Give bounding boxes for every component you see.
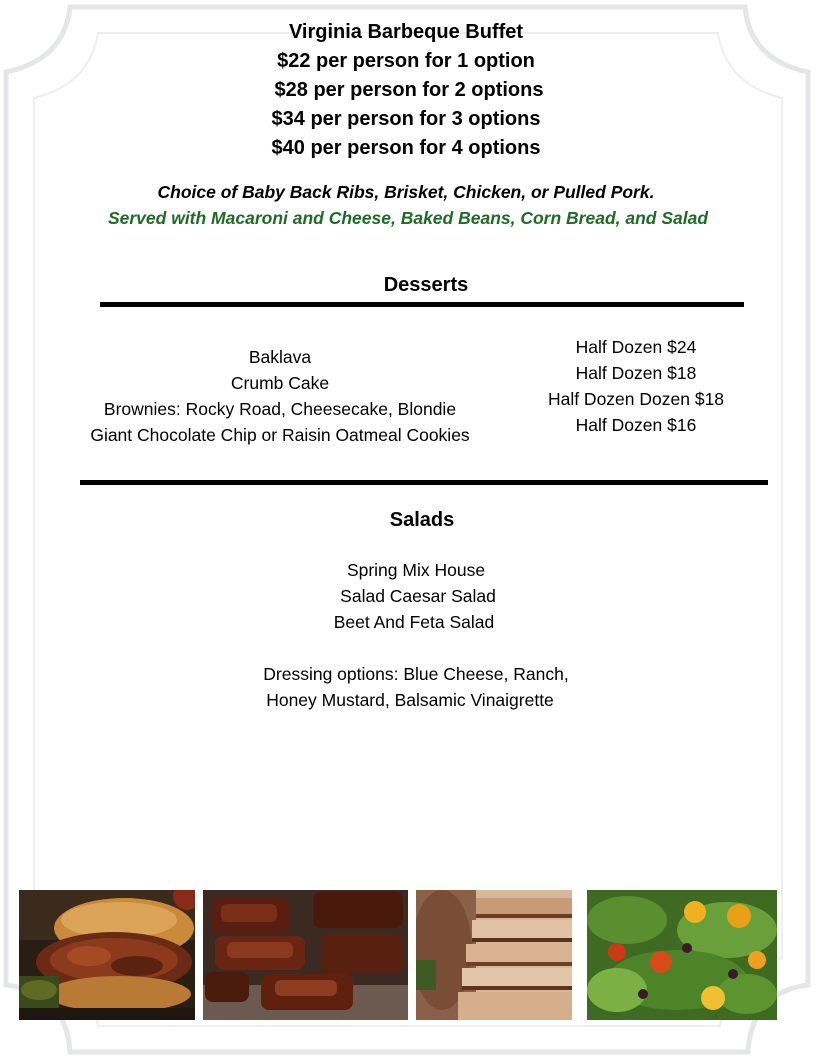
dessert-price: Half Dozen $18 — [575, 363, 697, 383]
dessert-price: Half Dozen $24 — [575, 337, 697, 357]
price-line: $28 per person for 2 options — [274, 79, 544, 101]
section-divider — [100, 302, 744, 307]
served-with-line: Served with Macaroni and Cheese, Baked Beans, Corn Bread, and Salad — [107, 208, 709, 228]
brisket-photo — [416, 890, 572, 1020]
salads-list — [216, 557, 616, 635]
dressing-line: Honey Mustard, Balsamic Vinaigrette — [266, 690, 554, 710]
choice-line: Choice of Baby Back Ribs, Brisket, Chicken, or Pulled Pork. — [157, 182, 655, 202]
desserts-list — [62, 344, 498, 448]
menu-header — [0, 18, 812, 163]
salad-item: Spring Mix House — [346, 560, 486, 580]
dessert-item: Brownies: Rocky Road, Cheesecake, Blondie — [103, 399, 457, 419]
section-divider — [80, 480, 768, 485]
salads-heading: Salads — [389, 509, 455, 531]
salad-photo — [587, 890, 777, 1020]
price-line: $22 per person for 1 option — [277, 50, 535, 72]
pulled-pork-sandwich-photo — [19, 890, 195, 1020]
menu-title: Virginia Barbeque Buffet — [288, 21, 524, 43]
dessert-prices-list — [526, 334, 746, 438]
salad-item: Beet And Feta Salad — [333, 612, 495, 632]
salad-item: Salad Caesar Salad — [340, 586, 496, 606]
dressing-line: Dressing options: Blue Cheese, Ranch, — [263, 664, 569, 684]
ribs-photo — [203, 890, 408, 1020]
dessert-item: Giant Chocolate Chip or Raisin Oatmeal Cookies — [90, 425, 470, 445]
dessert-item: Crumb Cake — [230, 373, 330, 393]
dessert-price: Half Dozen Dozen $18 — [547, 389, 725, 409]
dessert-price: Half Dozen $16 — [575, 415, 697, 435]
dressing-options — [216, 661, 616, 713]
price-line: $34 per person for 3 options — [271, 108, 541, 130]
desserts-heading: Desserts — [383, 274, 469, 296]
price-line: $40 per person for 4 options — [271, 137, 541, 159]
dessert-item: Baklava — [248, 347, 312, 367]
